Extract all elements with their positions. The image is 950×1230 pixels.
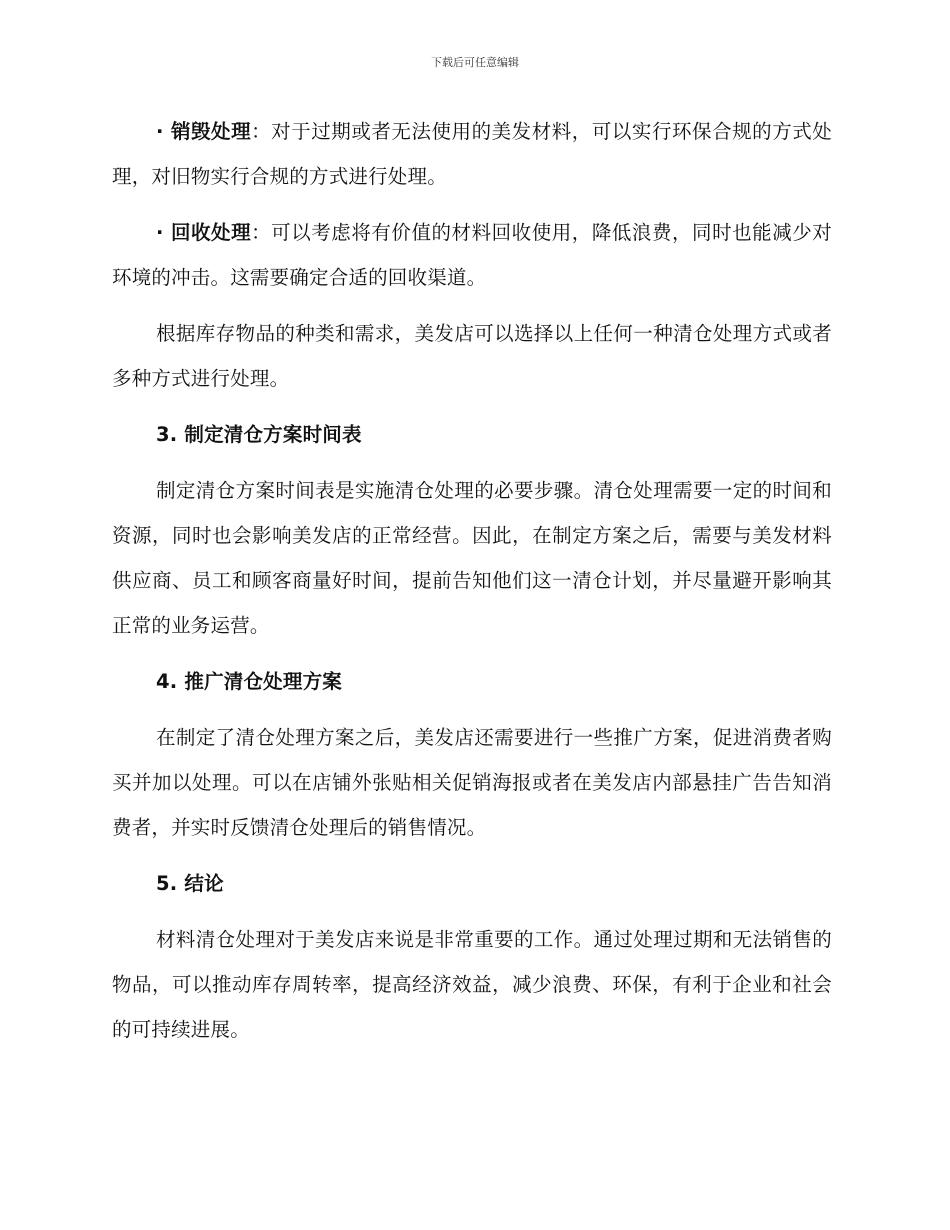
bullet-destroy xyxy=(112,109,832,199)
bullet-destroy-text: ：对于过期或者无法使用的美发材料，可以实行环保合规的方式处理，对旧物实行合规的方式进行处理。 xyxy=(112,120,832,188)
paragraph-choice: 根据库存物品的种类和需求，美发店可以选择以上任何一种清仓处理方式或者多种方式进行处理。 xyxy=(112,322,832,390)
document-body xyxy=(112,109,832,1063)
section-5-paragraph: 材料清仓处理对于美发店来说是非常重要的工作。通过处理过期和无法销售的物品，可以推动库存周转率，提高经济效益，减少浪费、环保，有利于企业和社会的可持续进展。 xyxy=(112,928,832,1041)
section-5-heading: 5. 结论 xyxy=(156,872,224,895)
section-3-paragraph: 制定清仓方案时间表是实施清仓处理的必要步骤。清仓处理需要一定的时间和资源，同时也会影响美发店的正常经营。因此，在制定方案之后，需要与美发材料供应商、员工和顾客商量好时间，提前告知他们这一清仓计划，并尽量避开影响其正常的业务运营。 xyxy=(112,479,832,637)
section-4-paragraph: 在制定了清仓处理方案之后，美发店还需要进行一些推广方案，促进消费者购买并加以处理。可以在店铺外张贴相关促销海报或者在美发店内部悬挂广告告知消费者，并实时反馈清仓处理后的销售情况。 xyxy=(112,726,832,839)
header-note: 下载后可任意编辑 xyxy=(431,56,519,69)
bullet-recycle-term: · 回收处理 xyxy=(156,221,252,244)
bullet-recycle xyxy=(112,210,832,300)
bullet-destroy-term: · 销毁处理 xyxy=(156,120,252,143)
bullet-recycle-text: ：可以考虑将有价值的材料回收使用，降低浪费，同时也能减少对环境的冲击。这需要确定合适的回收渠道。 xyxy=(112,221,832,289)
section-4-heading: 4. 推广清仓处理方案 xyxy=(156,670,342,693)
section-3-heading: 3. 制定清仓方案时间表 xyxy=(156,423,362,446)
